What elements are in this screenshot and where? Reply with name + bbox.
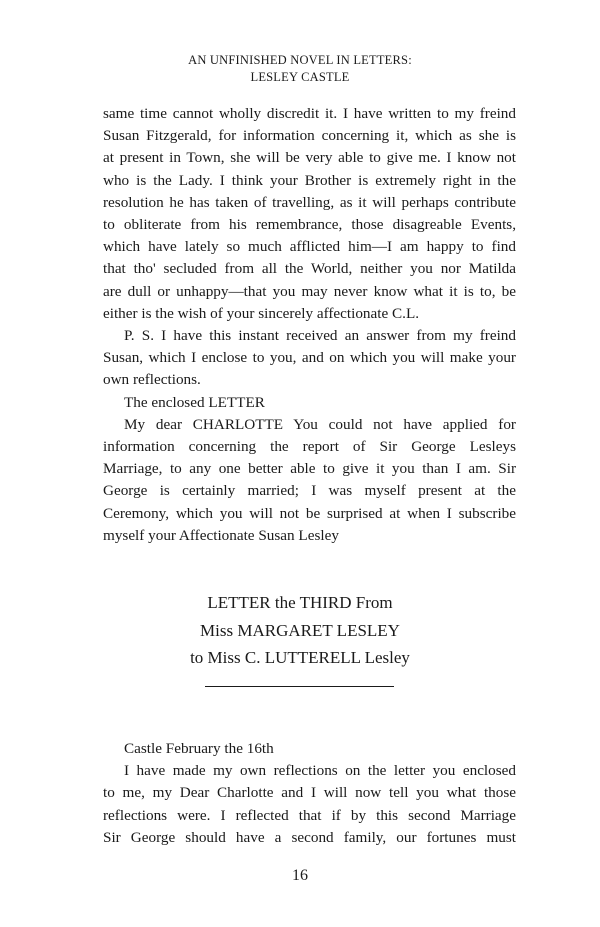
text-line: who is the Lady. I think your Brother is extremely right in the bbox=[103, 171, 516, 189]
text-line: own reflections. bbox=[103, 371, 201, 389]
letter-heading-line-1: LETTER the THIRD From bbox=[207, 593, 393, 612]
bottom-text-block bbox=[103, 738, 516, 849]
text-line: to me, my Dear Charlotte and I will now tell you what those bbox=[103, 784, 516, 802]
paragraph-letter-body bbox=[103, 760, 516, 849]
running-head-title: AN UNFINISHED NOVEL IN LETTERS: bbox=[188, 53, 412, 67]
text-line: Ceremony, which you will not be surprised at when I subscribe bbox=[103, 504, 516, 522]
paragraph-enclosed-letter bbox=[103, 414, 516, 547]
paragraph-continuation bbox=[103, 103, 516, 325]
text-line: that tho' secluded from all the World, neither you nor Matilda bbox=[103, 260, 516, 278]
paragraph-postscript bbox=[103, 325, 516, 392]
letter-heading bbox=[0, 589, 600, 672]
text-line: to obliterate from his remembrance, those disagreable Events, bbox=[103, 216, 516, 234]
text-line: reflections were. I reflected that if by this second Marriage bbox=[103, 806, 516, 824]
text-line: at present in Town, she will be very able to give me. I know not bbox=[103, 149, 516, 167]
running-head-subtitle: LESLEY CASTLE bbox=[250, 70, 350, 84]
text-line: myself your Affectionate Susan Lesley bbox=[103, 526, 339, 544]
text-line: I have made my own reflections on the letter you enclosed bbox=[124, 762, 516, 780]
text-line: My dear CHARLOTTE You could not have applied for bbox=[124, 415, 516, 433]
text-line: Castle February the 16th bbox=[124, 740, 274, 757]
text-line: George is certainly married; I was myself present at the bbox=[103, 482, 516, 500]
text-line: The enclosed LETTER bbox=[124, 393, 265, 411]
text-line: same time cannot wholly discredit it. I have written to my freind bbox=[103, 105, 516, 122]
running-head bbox=[0, 52, 600, 86]
letter-heading-line-3: to Miss C. LUTTERELL Lesley bbox=[190, 648, 410, 667]
text-line: either is the wish of your sincerely affectionate C.L. bbox=[103, 304, 420, 322]
paragraph-dateline bbox=[103, 738, 516, 760]
paragraph-enclosed-heading bbox=[103, 392, 516, 414]
page-number: 16 bbox=[292, 867, 308, 884]
text-line: Susan Fitzgerald, for information concerning it, which as she is bbox=[103, 127, 516, 145]
text-line: are dull or unhappy—that you may never know what it is to, be bbox=[103, 282, 516, 300]
text-line: resolution he has taken of travelling, as it will perhaps contribute bbox=[103, 193, 516, 211]
text-line: information concerning the report of Sir George Lesleys bbox=[103, 438, 516, 456]
text-line: Marriage, to any one better able to give it you than I am. Sir bbox=[103, 460, 516, 478]
top-text-block bbox=[103, 103, 516, 547]
text-line: Susan, which I enclose to you, and on which you will make your bbox=[103, 349, 516, 367]
heading-divider bbox=[205, 686, 394, 687]
text-line: which have lately so much afflicted him—I am happy to find bbox=[103, 238, 516, 256]
text-line: Sir George should have a second family, our fortunes must bbox=[103, 828, 516, 846]
text-line: P. S. I have this instant received an answer from my freind bbox=[124, 327, 516, 345]
letter-heading-line-2: Miss MARGARET LESLEY bbox=[200, 620, 400, 640]
